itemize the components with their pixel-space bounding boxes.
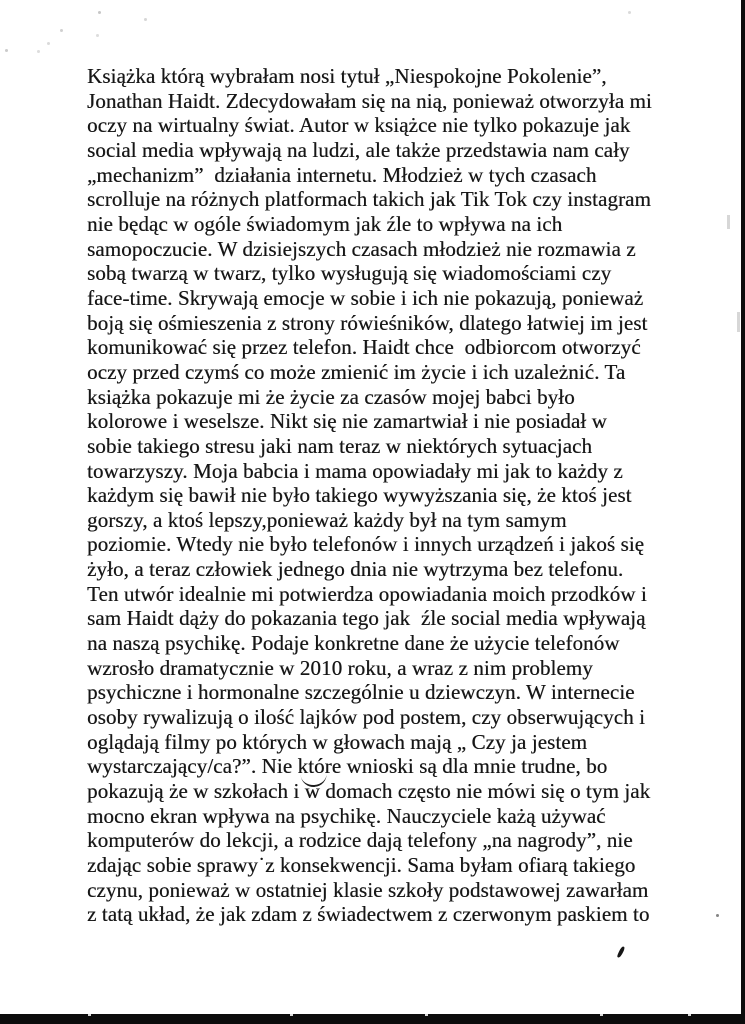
scan-speck [5,49,8,52]
scan-notch [425,1014,428,1016]
text-line: książka pokazuje mi że życie za czasów mojej babci było [87,384,575,409]
text-line: mocno ekran wpływa na psychikę. Nauczyciele każą używać [87,803,606,828]
text-line: face-time. Skrywają emocje w sobie i ich nie pokazują, ponieważ [87,285,644,310]
scan-smudge [727,215,730,229]
text-line: gorszy, a ktoś lepszy,ponieważ każdy był na tym samym [87,507,567,532]
text-line: komunikować się przez telefon. Haidt chce odbiorcom otworzyć [87,335,641,360]
scan-notch [688,1014,691,1016]
text-line: towarzyszy. Moja babcia i mama opowiadały mi jak to każdy z [87,458,623,483]
text-line: boją się ośmieszenia z strony rówieśników, dlatego łatwiej im jest [87,310,648,335]
scan-speck [96,34,99,37]
text-line: zdając sobie sprawy˙z konsekwencji. Sama byłam ofiarą takiego [87,853,636,877]
text-line: pokazują że w szkołach i w domach często nie mówi się o tym jak [87,779,651,804]
text-line: nie będąc w ogóle świadomym jak źle to wpływa na ich [87,211,563,236]
text-line: komputerów do lekcji, a rodzice dają telefony „na nagrody”, nie [87,828,633,853]
text-line: psychiczne i hormonalne szczególnie u dziewczyn. W internecie [87,680,635,705]
text-line: sobą twarzą w twarz, tylko wysługują się wiadomościami czy [87,261,612,286]
text-line: każdym się bawił nie było takiego wywyższania się, że ktoś jest [87,483,632,508]
text-line: sobie takiego stresu jaki nam teraz w niektórych sytuacjach [87,433,593,458]
text-line: social media wpływają na ludzi, ale także przedstawia nam cały [87,137,630,162]
text-line: oczy na wirtualny świat. Autor w książce nie tylko pokazuje jak [87,113,631,138]
ink-mark [617,946,625,958]
text-line: sam Haidt dąży do pokazania tego jak źle social media wpływają [87,606,646,631]
scan-edge-bottom [0,1014,745,1024]
scan-edge-right [741,0,745,1024]
scan-speck [37,50,40,53]
scan-smudge [737,312,740,332]
text-line: osoby rywalizują o ilość lajków pod postem, czy obserwujących i [87,705,646,730]
text-line: wzrosło dramatycznie w 2010 roku, a wraz z nim problemy [87,655,593,680]
text-line: oglądają filmy po których w głowach mają „ Czy ja jestem [87,729,588,754]
text-line: samopoczucie. W dzisiejszych czasach młodzież nie rozmawia z [87,236,636,261]
text-line: poziomie. Wtedy nie było telefonów i innych urządzeń i jakoś się [87,532,645,557]
scan-speck [716,914,719,917]
text-line: z tatą układ, że jak zdam z świadectwem z czerwonym paskiem to [87,902,650,927]
text-line: oczy przed czymś co może zmienić im życie i ich uzależnić. Ta [87,359,626,384]
scan-speck [144,18,147,21]
scan-speck [60,29,63,32]
scan-notch [600,1014,603,1016]
scan-speck [98,11,101,14]
text-line: czynu, ponieważ w ostatniej klasie szkoły podstawowej zawarłam [87,877,649,902]
essay-text [87,64,687,927]
text-line: Ten utwór idealnie mi potwierdza opowiadania moich przodków i [87,581,647,606]
text-line: kolorowe i weselsze. Nikt się nie zamartwiał i nie posiadał w [87,409,607,434]
text-line: na naszą psychikę. Podaje konkretne dane że użycie telefonów [87,631,620,656]
text-line: wystarczający/ca?”. Nie które wnioski są dla mnie trudne, bo [87,754,608,779]
text-line: scrolluje na różnych platformach takich jak Tik Tok czy instagram [87,187,651,212]
text-line: Jonathan Haidt. Zdecydowałam się na nią, ponieważ otworzyła mi [87,88,652,113]
scan-notch [88,1014,91,1016]
text-line: żyło, a teraz człowiek jednego dnia nie wytrzyma bez telefonu. [87,557,624,582]
scan-speck [47,42,50,45]
text-line: Książka którą wybrałam nosi tytuł „Niespokojne Pokolenie”, [87,64,607,88]
text-line: „mechanizm” działania internetu. Młodzież w tych czasach [87,162,597,187]
scan-speck [628,11,631,14]
scan-notch [290,1014,293,1016]
